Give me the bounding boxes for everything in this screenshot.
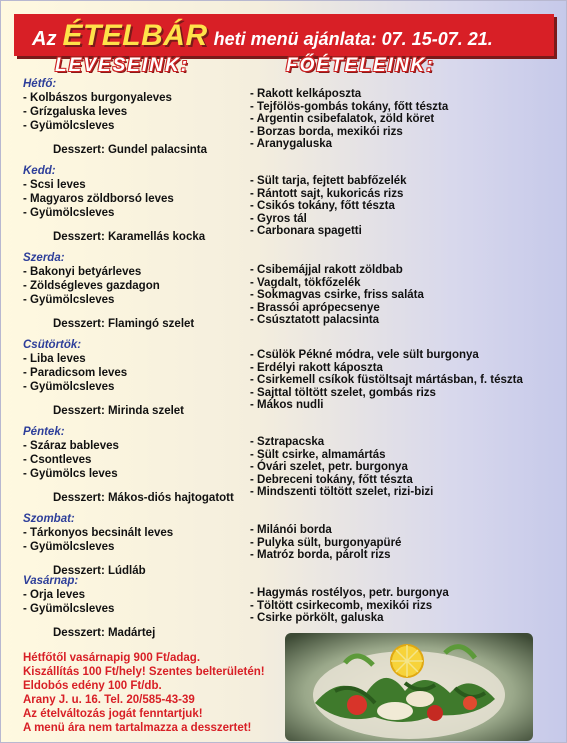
soup-item: - Gyümölcsleves [23,381,115,393]
day-name: Kedd: [23,165,56,177]
main-item: - Csikós tokány, főtt tészta [250,200,395,212]
soup-item: - Paradicsom leves [23,367,128,379]
main-item: - Pulyka sült, burgonyapüré [250,536,402,549]
mains-list-friday [250,436,433,499]
main-item: - Csülök Pékné módra, vele sült burgonya [250,349,479,361]
main-item: - Sült tarja, fejtett babfőzelék [250,175,407,187]
soup-item: - Bakonyi betyárleves [23,266,142,278]
main-item: - Rántott sajt, kukoricás rizs [250,187,404,200]
dessert-item: Desszert: Mákos-diós hajtogatott [53,492,234,504]
footer-line: Hétfőtől vasárnapig 900 Ft/adag. [23,652,201,664]
soup-item: - Gyümölcsleves [23,207,115,219]
day-block-thursday [23,338,184,418]
main-item: - Csirke pörkölt, galuska [250,612,384,624]
dessert-item: Desszert: Karamellás kocka [53,231,206,243]
main-item: - Sült csirke, almamártás [250,448,386,461]
day-name: Csütörtök: [23,339,82,351]
mains-list-saturday [250,524,401,562]
main-item: - Sokmagvas csirke, friss saláta [250,289,424,301]
soup-item: - Zöldségleves gazdagon [23,280,160,292]
soup-item: - Gyümölcs leves [23,468,118,480]
footer-line: Arany J. u. 16. Tel. 20/585-43-39 [23,694,195,706]
soup-item: - Tárkonyos becsinált leves [23,527,174,539]
mains-list-sunday [250,587,449,625]
day-name: Szerda: [23,252,65,264]
day-block-sunday [23,574,155,640]
main-item: - Aranygaluska [250,138,333,150]
footer-line: Az ételváltozás jogát fenntartjuk! [23,708,203,720]
main-item: - Óvári szelet, petr. burgonya [250,461,408,473]
main-item: - Vagdalt, tökfőzelék [250,276,361,289]
day-block-wednesday [23,251,194,331]
main-item: - Mindszenti töltött szelet, rizi-bizi [250,486,434,498]
main-item: - Milánói borda [250,524,332,536]
header-suffix: heti menü ajánlata: 07. 15-07. 21. [213,29,493,49]
soup-item: - Csontleves [23,454,92,466]
main-item: - Matróz borda, párolt rizs [250,549,391,561]
soups-heading: LEVESEINK: [55,55,190,76]
soup-item: - Liba leves [23,353,86,365]
day-block-monday [23,77,207,157]
footer-info [23,651,265,735]
food-photo [285,633,533,741]
main-item: - Rakott kelkáposzta [250,88,362,100]
footer-line: A menü ára nem tartalmazza a desszertet! [23,722,252,734]
main-item: - Debreceni tokány, főtt tészta [250,473,413,486]
day-name: Szombat: [23,513,75,525]
soup-item: - Száraz bableves [23,440,119,452]
main-item: - Sztrapacska [250,436,325,448]
main-item: - Carbonara spagetti [250,225,362,237]
soup-item: - Kolbászos burgonyaleves [23,92,172,104]
main-item: - Csibemájjal rakott zöldbab [250,264,403,276]
soup-item: - Grízgaluska leves [23,106,128,118]
soup-item: - Gyümölcsleves [23,294,115,306]
dessert-item: Desszert: Flamingó szelet [53,318,195,330]
footer-line: Eldobós edény 100 Ft/db. [23,680,162,692]
food-photo-icon [285,633,533,741]
mains-list-monday [250,88,448,151]
day-name: Péntek: [23,426,65,438]
mains-list-thursday [250,349,523,412]
soup-item: - Orja leves [23,589,86,601]
soup-item: - Gyümölcsleves [23,603,115,615]
soup-item: - Gyümölcsleves [23,541,115,553]
dessert-item: Desszert: Madártej [53,627,156,639]
brand-name: ÉTELBÁR [62,19,208,52]
day-block-tuesday [23,164,205,244]
mains-heading: FŐÉTELEINK: [286,55,435,76]
main-item: - Töltött csirkecomb, mexikói rizs [250,599,433,612]
footer-line: Kiszállítás 100 Ft/hely! Szentes belterületén! [23,666,265,678]
main-item: - Sajttal töltött szelet, gombás rizs [250,386,436,399]
mains-list-wednesday [250,264,424,327]
main-item: - Borzas borda, mexikói rizs [250,125,403,138]
dessert-item: Desszert: Mirinda szelet [53,405,185,417]
header-prefix: Az [32,28,57,50]
day-name: Vasárnap: [23,575,79,587]
main-item: - Hagymás rostélyos, petr. burgonya [250,587,449,599]
day-block-friday [23,425,234,505]
main-item: - Csirkemell csíkok füstöltsajt mártásban, f. tészta [250,374,523,386]
dessert-item: Desszert: Lúdláb [53,565,146,577]
main-item: - Argentin csibefalatok, zöld köret [250,113,435,125]
header-banner [14,14,554,56]
main-item: - Brassói aprópecsenye [250,301,380,314]
main-item: - Tejfölös-gombás tokány, főtt tészta [250,100,449,113]
main-item: - Erdélyi rakott káposzta [250,361,383,374]
main-item: - Csúsztatott palacsinta [250,314,380,326]
soup-item: - Scsi leves [23,179,86,191]
day-name: Hétfő: [23,78,57,90]
day-block-saturday [23,512,173,578]
dessert-item: Desszert: Gundel palacsinta [53,144,208,156]
soup-item: - Gyümölcsleves [23,120,115,132]
soup-item: - Magyaros zöldborsó leves [23,193,174,205]
mains-list-tuesday [250,175,407,238]
main-item: - Mákos nudli [250,399,324,411]
main-item: - Gyros tál [250,212,307,225]
